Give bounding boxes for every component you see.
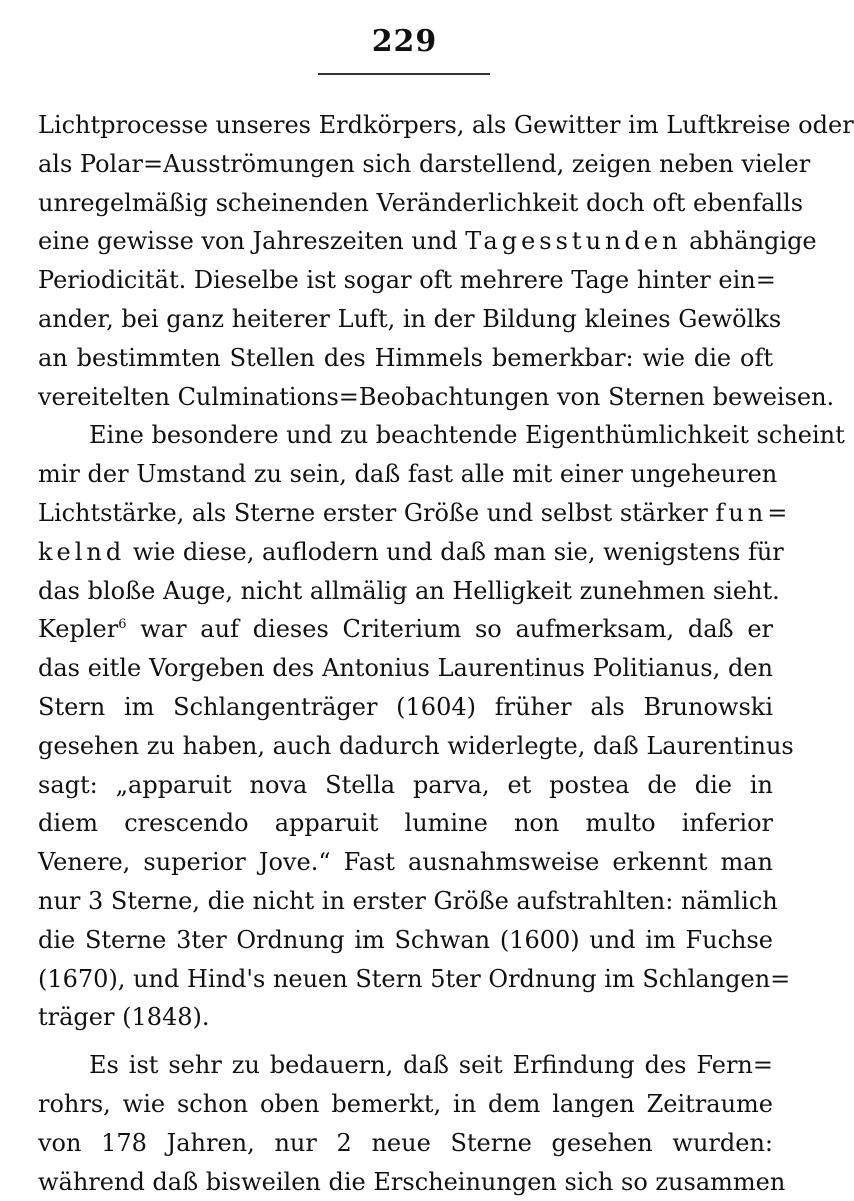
text-line: Periodicität. Dieselbe ist sogar oft mehrere Tage hinter ein= [38,266,776,295]
text-line [38,494,792,533]
text-line: träger (1848). [38,1003,210,1032]
text-line: nur 3 Sterne, die nicht in erster Größe aufstrahlten: nämlich [38,886,778,915]
paragraph-start-line: Eine besondere und zu beachtende Eigenthümlichkeit scheint [89,421,845,450]
text-line: ander, bei ganz heiterer Luft, in der Bildung kleines Gewölks [38,304,782,333]
spaced-emphasis: kelnd [38,537,126,566]
body-text [38,106,854,1201]
text-line: an bestimmten Stellen des Himmels bemerkbar: wie die oft [38,343,773,372]
text-line: von 178 Jahren, nur 2 neue Sterne gesehen wurden: [38,1128,773,1157]
text-line: sagt: „apparuit nova Stella parva, et postea de die in [38,770,773,799]
text-segment: abhängige [681,227,817,256]
text-line: (1670), und Hind's neuen Stern 5ter Ordnung im Schlangen= [38,964,791,993]
text-segment: eine gewisse von Jahreszeiten und [38,227,466,256]
spaced-emphasis: fun= [715,498,792,527]
text-line: rohrs, wie schon oben bemerkt, in dem langen Zeitraume [38,1089,773,1118]
text-line: die Sterne 3ter Ordnung im Schwan (1600) und im Fuchse [38,925,773,954]
text-line [38,610,773,649]
text-line: unregelmäßig scheinenden Veränderlichkeit doch oft ebenfalls [38,188,804,217]
text-segment: Kepler [38,615,119,644]
text-line: vereitelten Culminations=Beobachtungen von Sternen beweisen. [38,382,835,411]
header-rule [318,73,490,75]
text-line: gesehen zu haben, auch dadurch widerlegte, daß Laurentinus [38,731,794,760]
spaced-emphasis: Tagesstunden [465,227,682,256]
text-line: diem crescendo apparuit lumine non multo inferior [38,809,773,838]
text-segment: wie diese, auflodern und daß man sie, wenigstens für [125,537,784,566]
text-line: während daß bisweilen die Erscheinungen sich so zusammen [38,1167,786,1196]
text-line [38,222,817,261]
text-line: das bloße Auge, nicht allmälig an Helligkeit zunehmen sieht. [38,576,780,605]
text-line: Lichtprocesse unseres Erdkörpers, als Gewitter im Luftkreise oder [38,111,854,139]
paragraph-start-line: Es ist sehr zu bedauern, daß seit Erfindung des Fern= [89,1051,773,1080]
text-line: Venere, superior Jove.“ Fast ausnahmsweise erkennt man [38,848,773,877]
text-segment: Lichtstärke, als Sterne erster Größe und selbst stärker [38,498,716,527]
text-line [38,533,784,572]
text-line: Stern im Schlangenträger (1604) früher als Brunowski [38,692,773,721]
text-line: das eitle Vorgeben des Antonius Laurentinus Politianus, den [38,654,773,683]
page-number: 229 [371,24,438,59]
text-line: mir der Umstand zu sein, daß fast alle mit einer ungeheuren [38,460,778,489]
text-segment: war auf dieses Criterium so aufmerksam, daß er [126,615,773,644]
footnote-marker: 6 [118,617,127,633]
text-line: als Polar=Ausströmungen sich darstellend, zeigen neben vieler [38,149,811,178]
